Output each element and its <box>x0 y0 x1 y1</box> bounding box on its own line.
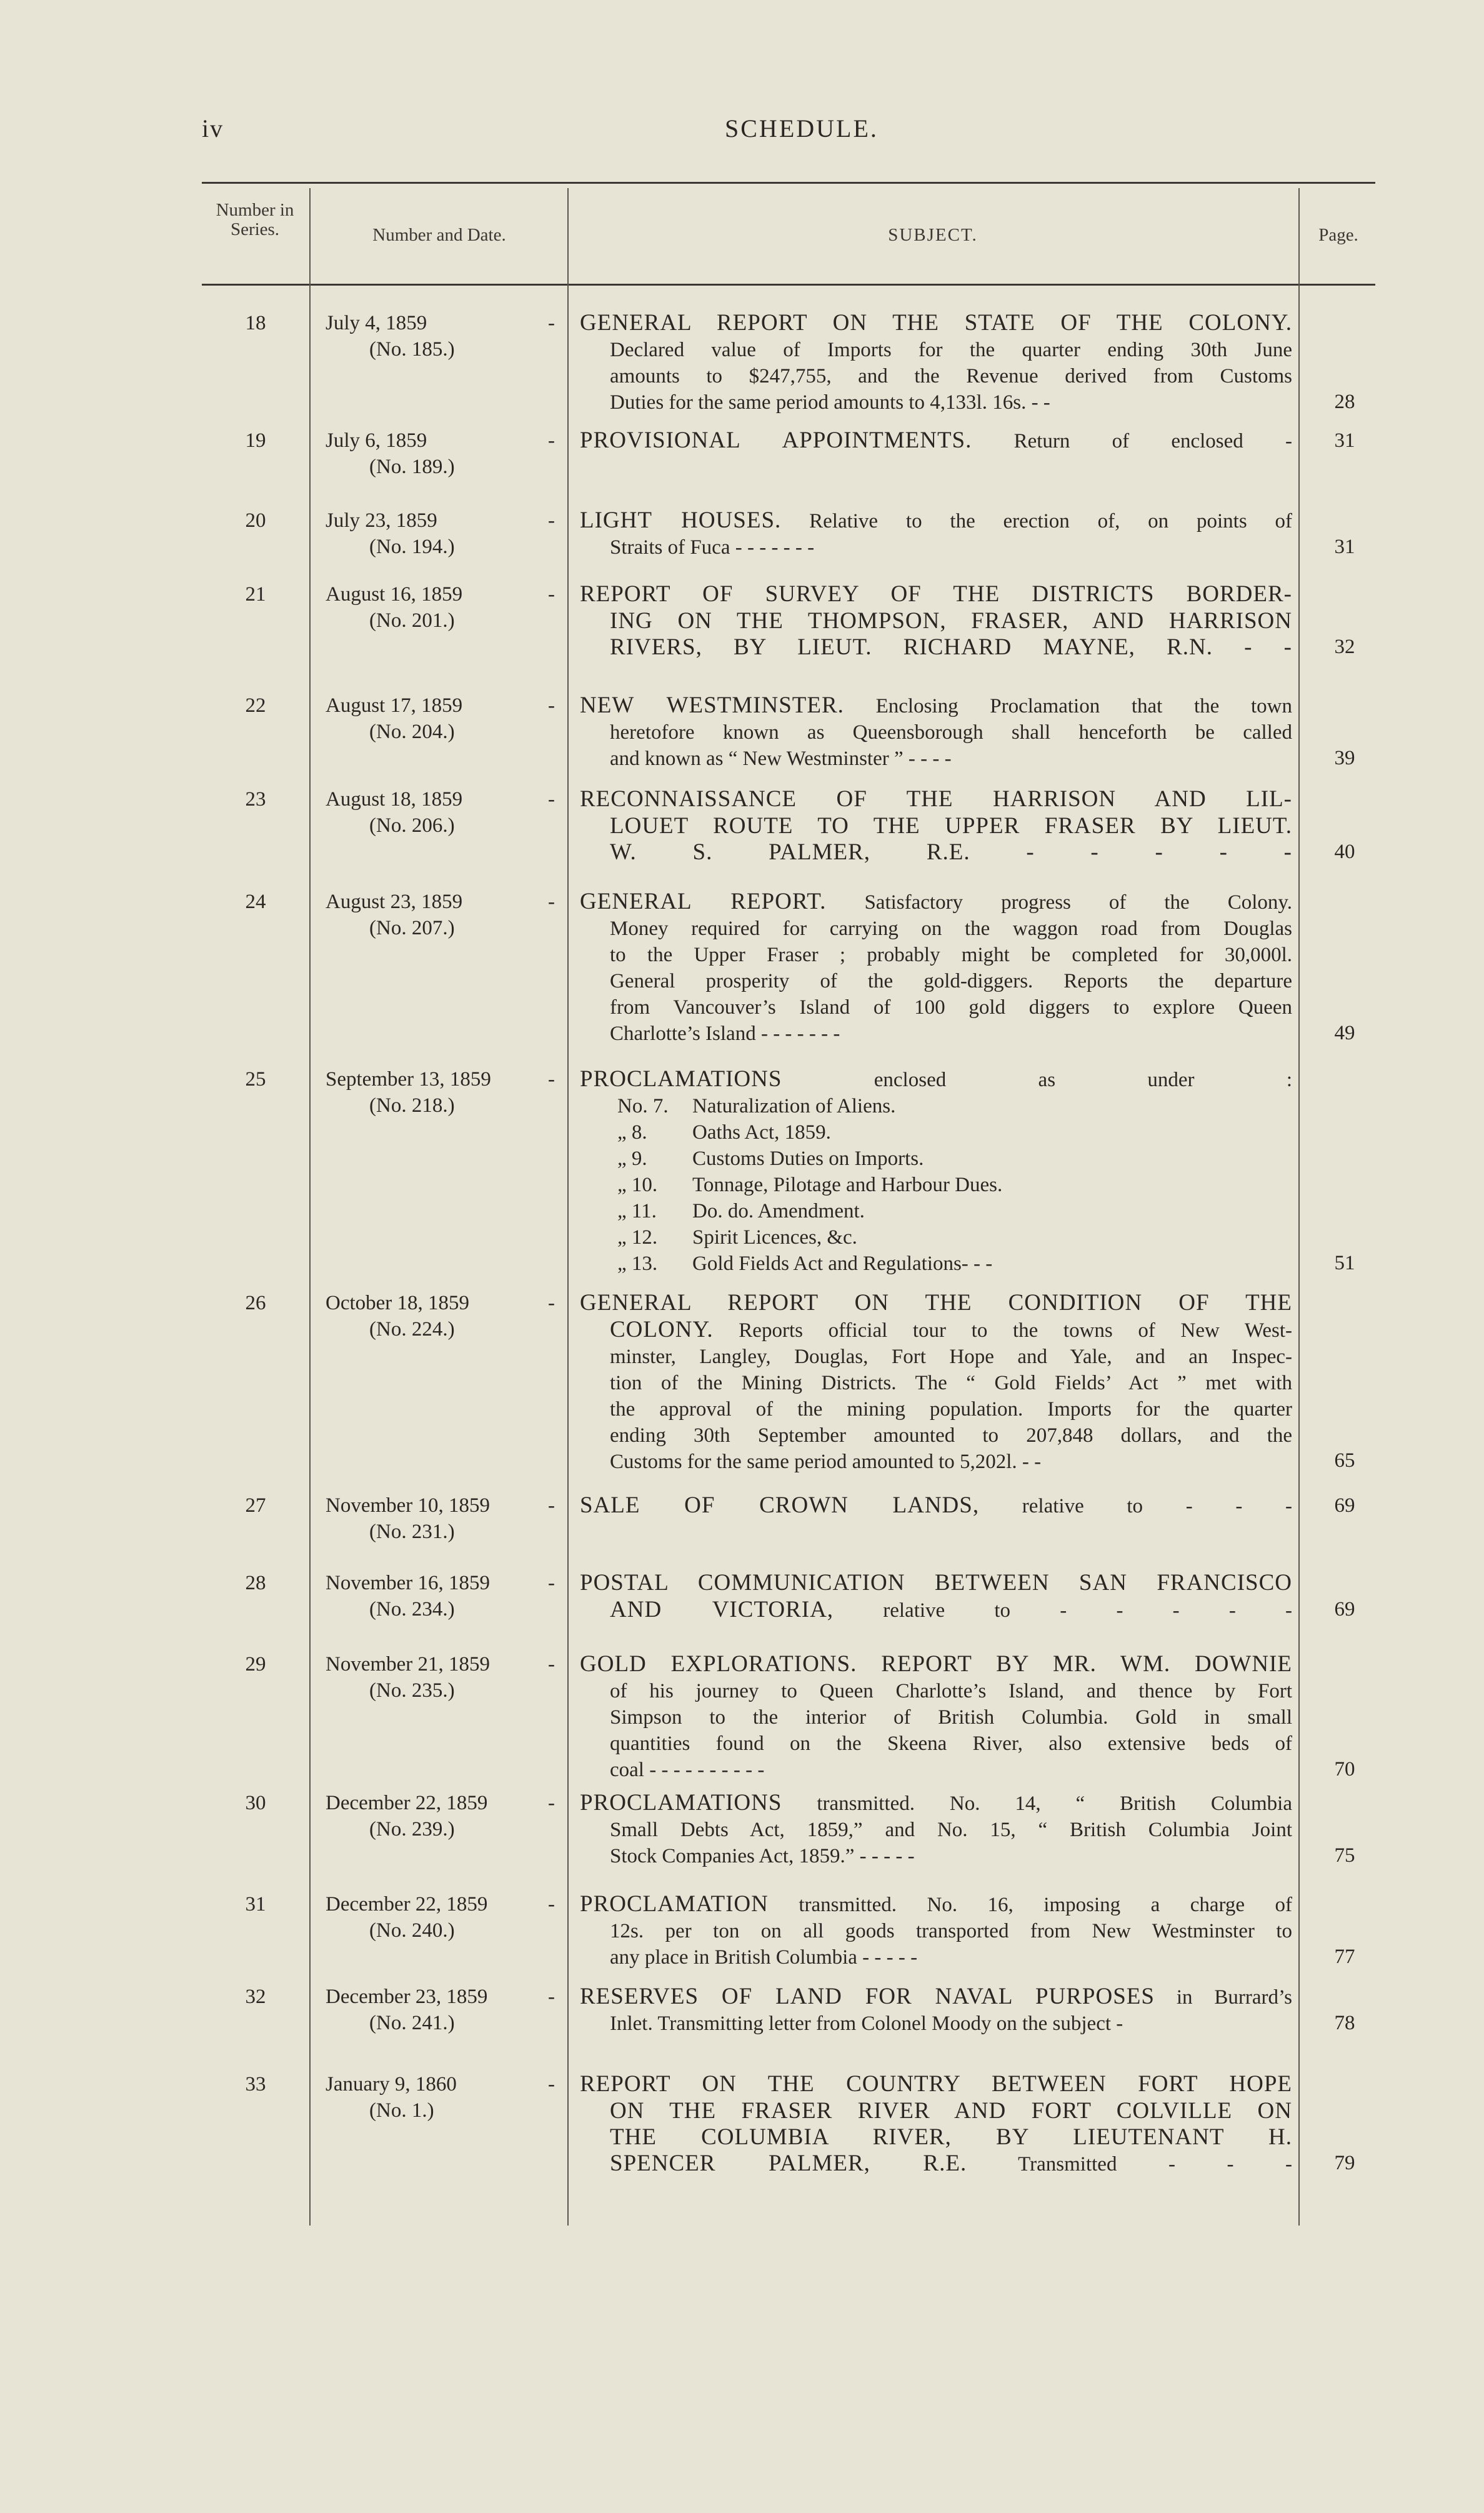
letter-date: August 18, 1859 <box>326 788 463 811</box>
leader-dash: - <box>548 1653 555 1676</box>
subject-heading: RECONNAISSANCE OF THE HARRISON AND LIL- <box>580 786 1292 812</box>
subject-heading-line <box>580 427 1292 454</box>
leader-dash: - <box>548 509 555 532</box>
page-reference: 28 <box>1334 391 1355 413</box>
series-number: 29 <box>245 1653 266 1676</box>
despatch-number: (No. 201.) <box>369 609 455 632</box>
proclamation-item <box>580 1198 1292 1224</box>
subject-tail: relative to - - - <box>1022 1495 1293 1517</box>
proclamation-number: „ 9. <box>617 1147 647 1170</box>
page-reference: 75 <box>1334 1844 1355 1867</box>
page-reference: 78 <box>1334 2012 1355 2034</box>
leader-dash: - <box>548 1986 555 2008</box>
page-reference: 31 <box>1334 429 1355 452</box>
series-number: 20 <box>245 509 266 532</box>
subject-heading-line <box>580 1290 1292 1317</box>
number-and-date <box>326 427 569 480</box>
subject-heading-line <box>580 889 1292 916</box>
subject-text <box>580 1290 1292 1475</box>
proclamation-title: Naturalization of Aliens. <box>692 1095 896 1117</box>
letter-date: November 16, 1859 <box>326 1572 491 1594</box>
subject-heading-line <box>580 786 1292 813</box>
leader-dash: - <box>548 1893 555 1916</box>
leader-dash: - <box>548 694 555 717</box>
despatch-number: (No. 204.) <box>369 721 455 743</box>
subject-line: Stock Companies Act, 1859.” - - - - - <box>610 1845 915 1867</box>
letter-date: December 23, 1859 <box>326 1986 488 2008</box>
letter-date: July 4, 1859 <box>326 312 427 334</box>
subject-text <box>580 889 1292 1047</box>
subject-heading: NEW WESTMINSTER. <box>580 692 844 718</box>
subject-text <box>580 1790 1292 1869</box>
number-and-date <box>326 2071 569 2124</box>
subject-tail: relative to - - - - - <box>883 1599 1292 1622</box>
subject-heading-continuation: ING ON THE THOMPSON, FRASER, AND HARRISON <box>610 608 1292 634</box>
subject-heading: AND VICTORIA, <box>610 1597 834 1622</box>
number-and-date <box>326 507 569 560</box>
despatch-number: (No. 189.) <box>369 456 455 478</box>
letter-date: September 13, 1859 <box>326 1068 491 1091</box>
despatch-number: (No. 207.) <box>369 917 455 939</box>
proclamation-number: „ 12. <box>617 1226 658 1249</box>
number-and-date <box>326 1066 569 1119</box>
leader-dash: - <box>548 429 555 452</box>
series-number: 28 <box>245 1572 266 1594</box>
subject-line: Inlet. Transmitting letter from Colonel Moody on the subject - <box>610 2012 1123 2035</box>
proclamation-title: Customs Duties on Imports. <box>692 1147 924 1170</box>
subject-heading-line <box>580 1790 1292 1817</box>
proclamation-title: Oaths Act, 1859. <box>692 1121 831 1144</box>
leader-dash: - <box>548 1792 555 1814</box>
proclamation-number: „ 13. <box>617 1252 658 1275</box>
subject-line: Small Debts Act, 1859,” and No. 15, “ British Columbia Joint <box>610 1819 1292 1841</box>
page-reference: 77 <box>1334 1946 1355 1968</box>
header-rule <box>202 284 1375 286</box>
proclamation-number: „ 8. <box>617 1121 647 1144</box>
number-and-date <box>326 786 569 839</box>
series-number: 31 <box>245 1893 266 1916</box>
letter-date: August 17, 1859 <box>326 694 463 717</box>
subject-heading: SPENCER PALMER, R.E. <box>610 2151 967 2176</box>
running-title: SCHEDULE. <box>725 114 879 142</box>
despatch-number: (No. 224.) <box>369 1318 455 1341</box>
subject-line: coal - - - - - - - - - - <box>610 1759 765 1781</box>
despatch-number: (No. 241.) <box>369 2012 455 2034</box>
subject-heading-line <box>580 692 1292 719</box>
subject-heading-continuation: RIVERS, BY LIEUT. RICHARD MAYNE, R.N. - - <box>610 634 1292 660</box>
page-reference: 31 <box>1334 536 1355 558</box>
series-number: 27 <box>245 1494 266 1517</box>
subject-line: heretofore known as Queensborough shall henceforth be called <box>610 721 1292 744</box>
subject-tail: Transmitted - - - <box>1018 2153 1293 2176</box>
subject-heading: RESERVES OF LAND FOR NAVAL PURPOSES <box>580 1984 1155 2009</box>
page-reference: 65 <box>1334 1449 1355 1472</box>
subject-heading-continuation: W. S. PALMER, R.E. - - - - - <box>610 839 1292 865</box>
subject-heading: COLONY. <box>610 1317 714 1342</box>
number-and-date <box>326 1790 569 1842</box>
subject-heading-continuation <box>580 1317 1292 1344</box>
subject-heading: SALE OF CROWN LANDS, <box>580 1492 980 1518</box>
subject-line: Money required for carrying on the waggon road from Douglas <box>610 917 1292 940</box>
despatch-number: (No. 1.) <box>369 2099 434 2122</box>
series-number: 22 <box>245 694 266 717</box>
page-reference: 70 <box>1334 1758 1355 1781</box>
leader-dash: - <box>548 788 555 811</box>
proclamation-item <box>580 1119 1292 1146</box>
proclamation-item <box>580 1251 1292 1277</box>
subject-heading-continuation: LOUET ROUTE TO THE UPPER FRASER BY LIEUT. <box>610 813 1292 839</box>
subject-line: Duties for the same period amounts to 4,133l. 16s. - - <box>610 391 1050 414</box>
subject-line: Declared value of Imports for the quarter ending 30th June <box>610 339 1292 361</box>
subject-heading: REPORT OF SURVEY OF THE DISTRICTS BORDER- <box>580 581 1292 607</box>
subject-text <box>580 581 1292 661</box>
subject-tail: Satisfactory progress of the Colony. <box>864 891 1292 914</box>
despatch-number: (No. 218.) <box>369 1094 455 1117</box>
subject-heading-line <box>580 1984 1292 2011</box>
subject-line: the approval of the mining population. Imports for the quarter <box>610 1398 1292 1421</box>
proclamation-number: No. 7. <box>617 1095 669 1117</box>
number-and-date <box>326 1984 569 2036</box>
series-number: 30 <box>245 1792 266 1814</box>
number-and-date <box>326 581 569 634</box>
leader-dash: - <box>548 2073 555 2096</box>
subject-heading: GENERAL REPORT. <box>580 889 827 914</box>
series-number: 33 <box>245 2073 266 2096</box>
page-reference: 32 <box>1334 636 1355 658</box>
subject-heading: POSTAL COMMUNICATION BETWEEN SAN FRANCISCO <box>580 1570 1292 1596</box>
series-number: 32 <box>245 1986 266 2008</box>
subject-line: Customs for the same period amounted to 5,202l. - - <box>610 1451 1042 1473</box>
header-number-in-series: Number in Series. <box>216 200 294 239</box>
subject-line: of his journey to Queen Charlotte’s Island, and thence by Fort <box>610 1680 1292 1702</box>
subject-line: amounts to $247,755, and the Revenue derived from Customs <box>610 365 1292 387</box>
number-and-date <box>326 310 569 362</box>
despatch-number: (No. 239.) <box>369 1818 455 1841</box>
page-reference: 49 <box>1334 1022 1355 1044</box>
subject-line: Simpson to the interior of British Columbia. Gold in small <box>610 1706 1292 1729</box>
subject-line: General prosperity of the gold-diggers. Reports the departure <box>610 970 1292 992</box>
subject-line: and known as “ New Westminster ” - - - - <box>610 747 952 770</box>
subject-text <box>580 427 1292 454</box>
letter-date: July 6, 1859 <box>326 429 427 452</box>
subject-tail: Enclosing Proclamation that the town <box>875 695 1292 717</box>
subject-heading-line <box>580 1066 1292 1093</box>
despatch-number: (No. 231.) <box>369 1521 455 1543</box>
leader-dash: - <box>548 312 555 334</box>
subject-line: ending 30th September amounted to 207,848 dollars, and the <box>610 1424 1292 1447</box>
subject-heading: PROCLAMATIONS <box>580 1066 782 1092</box>
header-subject: SUBJECT. <box>888 225 978 245</box>
leader-dash: - <box>548 583 555 606</box>
subject-tail: transmitted. No. 16, imposing a charge of <box>799 1894 1292 1916</box>
proclamation-number: „ 11. <box>617 1200 657 1222</box>
subject-line: Straits of Fuca - - - - - - - <box>610 536 815 559</box>
subject-heading: REPORT ON THE COUNTRY BETWEEN FORT HOPE <box>580 2071 1292 2097</box>
proclamation-item <box>580 1146 1292 1172</box>
letter-date: November 21, 1859 <box>326 1653 491 1676</box>
subject-text <box>580 1891 1292 1971</box>
subject-line: Charlotte’s Island - - - - - - - <box>610 1022 840 1045</box>
proclamation-item <box>580 1224 1292 1251</box>
despatch-number: (No. 235.) <box>369 1679 455 1702</box>
number-and-date <box>326 1492 569 1545</box>
letter-date: November 10, 1859 <box>326 1494 491 1517</box>
page-reference: 39 <box>1334 747 1355 769</box>
page-reference: 69 <box>1334 1494 1355 1517</box>
subject-heading: GOLD EXPLORATIONS. REPORT BY MR. WM. DOWNIE <box>580 1651 1292 1677</box>
letter-date: December 22, 1859 <box>326 1893 488 1916</box>
subject-line: from Vancouver’s Island of 100 gold diggers to explore Queen <box>610 996 1292 1019</box>
subject-heading-continuation: ON THE FRASER RIVER AND FORT COLVILLE ON <box>610 2098 1292 2124</box>
despatch-number: (No. 194.) <box>369 536 455 558</box>
subject-heading-line <box>580 1570 1292 1597</box>
subject-text <box>580 2071 1292 2177</box>
series-number: 25 <box>245 1068 266 1091</box>
proclamation-title: Spirit Licences, &c. <box>692 1226 857 1249</box>
subject-line: 12s. per ton on all goods transported from New Westminster to <box>610 1920 1292 1942</box>
page-reference: 69 <box>1334 1598 1355 1621</box>
proclamation-number: „ 10. <box>617 1174 658 1196</box>
leader-dash: - <box>548 1572 555 1594</box>
proclamation-title: Tonnage, Pilotage and Harbour Dues. <box>692 1174 1003 1196</box>
series-number: 24 <box>245 891 266 913</box>
proclamation-title: Gold Fields Act and Regulations- - - <box>692 1252 993 1275</box>
subject-text <box>580 1492 1292 1519</box>
subject-heading-continuation <box>580 1597 1292 1624</box>
subject-heading: LIGHT HOUSES. <box>580 507 782 533</box>
letter-date: August 23, 1859 <box>326 891 463 913</box>
letter-date: August 16, 1859 <box>326 583 463 606</box>
subject-heading: PROVISIONAL APPOINTMENTS. <box>580 427 972 453</box>
page-reference: 51 <box>1334 1252 1355 1274</box>
despatch-number: (No. 240.) <box>369 1919 455 1942</box>
number-and-date <box>326 1570 569 1622</box>
despatch-number: (No. 234.) <box>369 1598 455 1621</box>
page-folio: iv <box>202 114 224 142</box>
subject-tail: Reports official tour to the towns of New West- <box>739 1319 1293 1342</box>
subject-heading-line <box>580 310 1292 337</box>
top-rule <box>202 182 1375 184</box>
series-number: 23 <box>245 788 266 811</box>
subject-text <box>580 786 1292 866</box>
letter-date: December 22, 1859 <box>326 1792 488 1814</box>
leader-dash: - <box>548 1068 555 1091</box>
page-reference: 79 <box>1334 2152 1355 2174</box>
subject-heading: GENERAL REPORT ON THE STATE OF THE COLONY. <box>580 310 1292 336</box>
letter-date: January 9, 1860 <box>326 2073 457 2096</box>
subject-line: quantities found on the Skeena River, also extensive beds of <box>610 1732 1292 1755</box>
subject-line: any place in British Columbia - - - - - <box>610 1946 918 1969</box>
series-number: 21 <box>245 583 266 606</box>
subject-text <box>580 692 1292 772</box>
leader-dash: - <box>548 1494 555 1517</box>
proclamation-title: Do. do. Amendment. <box>692 1200 865 1222</box>
subject-text <box>580 1570 1292 1624</box>
series-number: 26 <box>245 1292 266 1314</box>
subject-text <box>580 310 1292 416</box>
subject-heading: PROCLAMATION <box>580 1891 769 1917</box>
subject-heading-line <box>580 507 1292 534</box>
subject-line: minster, Langley, Douglas, Fort Hope and Yale, and an Inspec- <box>610 1346 1292 1368</box>
subject-line: to the Upper Fraser ; probably might be completed for 30,000l. <box>610 944 1292 966</box>
subject-heading-line <box>580 1492 1292 1519</box>
subject-text <box>580 1984 1292 2037</box>
subject-heading-continuation: THE COLUMBIA RIVER, BY LIEUTENANT H. <box>610 2124 1292 2150</box>
letter-date: July 23, 1859 <box>326 509 437 532</box>
subject-tail: in Burrard’s <box>1176 1986 1293 2009</box>
subject-heading: GENERAL REPORT ON THE CONDITION OF THE <box>580 1290 1292 1316</box>
letter-date: October 18, 1859 <box>326 1292 470 1314</box>
subject-tail: Relative to the erection of, on points of <box>809 510 1293 532</box>
subject-text <box>580 507 1292 561</box>
number-and-date <box>326 692 569 745</box>
subject-tail: enclosed as under : <box>874 1069 1292 1091</box>
schedule-table <box>202 182 1375 2226</box>
proclamation-item <box>580 1093 1292 1119</box>
subject-heading-continuation <box>580 2151 1292 2177</box>
series-number: 19 <box>245 429 266 452</box>
subject-text <box>580 1066 1292 1277</box>
subject-heading: PROCLAMATIONS <box>580 1790 782 1816</box>
subject-text <box>580 1651 1292 1783</box>
proclamation-item <box>580 1172 1292 1198</box>
column-divider <box>1298 188 1300 2226</box>
subject-tail: Return of enclosed - <box>1013 430 1292 452</box>
despatch-number: (No. 206.) <box>369 814 455 837</box>
column-divider <box>309 188 311 2226</box>
header-number-and-date: Number and Date. <box>372 225 506 245</box>
subject-heading-line <box>580 2071 1292 2098</box>
despatch-number: (No. 185.) <box>369 338 455 361</box>
header-page: Page. <box>1318 225 1358 245</box>
leader-dash: - <box>548 891 555 913</box>
subject-heading-line <box>580 581 1292 608</box>
number-and-date <box>326 1651 569 1704</box>
number-and-date <box>326 889 569 941</box>
number-and-date <box>326 1891 569 1944</box>
subject-tail: transmitted. No. 14, “ British Columbia <box>817 1792 1292 1815</box>
series-number: 18 <box>245 312 266 334</box>
number-and-date <box>326 1290 569 1342</box>
page-reference: 40 <box>1334 841 1355 863</box>
subject-line: tion of the Mining Districts. The “ Gold Fields’ Act ” met with <box>610 1372 1292 1394</box>
leader-dash: - <box>548 1292 555 1314</box>
subject-heading-line <box>580 1891 1292 1918</box>
subject-heading-line <box>580 1651 1292 1678</box>
